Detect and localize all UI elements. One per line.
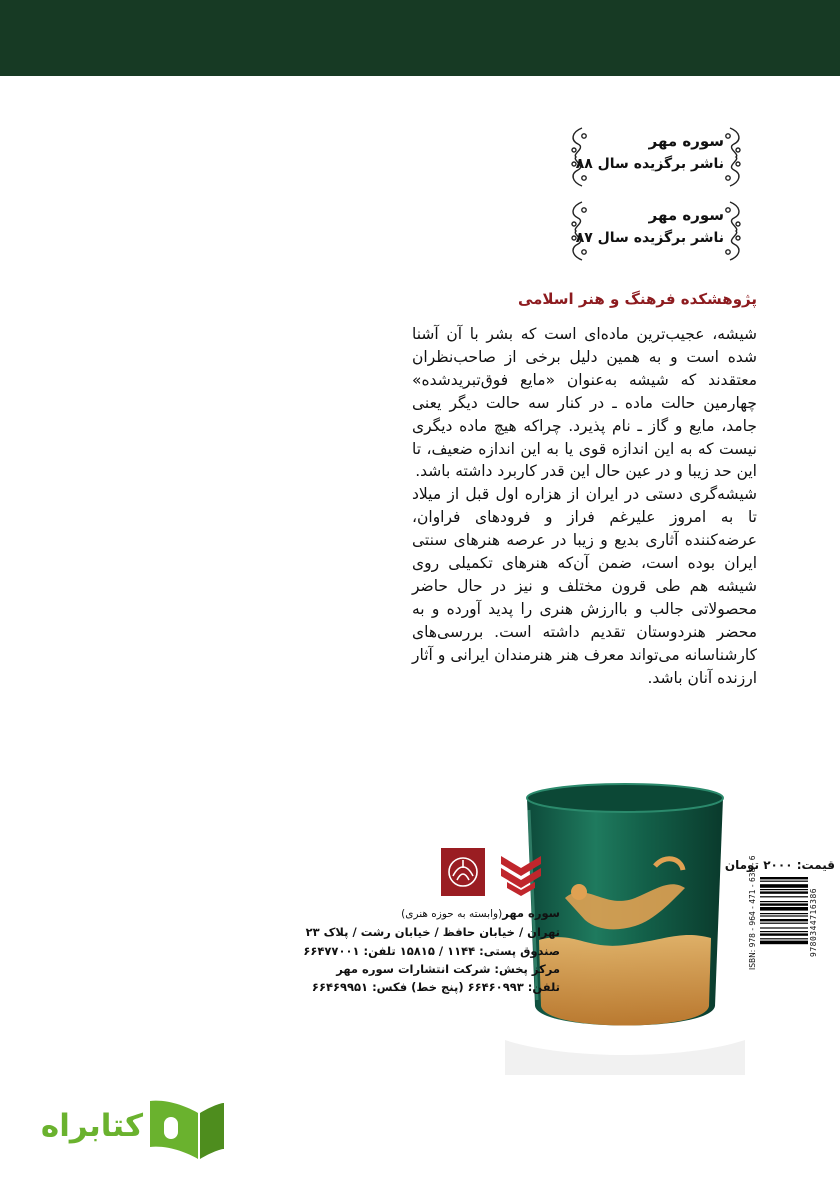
barcode-bar — [760, 933, 808, 935]
publisher-phones: تلفن: ۶۶۴۶۰۹۹۳ (پنج خط) فکس: ۶۶۴۶۹۹۵۱ — [311, 980, 560, 995]
barcode-bar — [760, 938, 808, 939]
barcode-bar — [760, 919, 808, 921]
award-caption: ناشر برگزیده سال ۸۷ — [575, 230, 724, 246]
award-publisher-name: سوره مهر — [648, 132, 724, 150]
award-caption: ناشر برگزیده سال ۸۸ — [575, 156, 724, 172]
barcode-bar — [760, 901, 808, 902]
ketabrah-wordmark: کتابراه — [40, 1108, 144, 1144]
institute-title: پژوهشکده فرهنگ و هنر اسلامی — [517, 290, 757, 308]
publisher-info — [303, 904, 560, 996]
barcode-bar — [760, 889, 808, 890]
barcode-bar — [760, 923, 808, 924]
top-color-band — [0, 0, 840, 76]
barcode-bar — [760, 913, 808, 914]
barcode-bar — [760, 931, 808, 932]
barcode-bar — [760, 896, 808, 897]
ornament-right-icon — [722, 126, 746, 188]
publisher-name-line — [322, 904, 560, 923]
barcode-bar — [760, 941, 808, 945]
publisher-affiliation: (وابسته به حوزه هنری) — [401, 908, 503, 920]
barcode-bar — [760, 915, 808, 916]
publisher-emblem-icon — [441, 848, 485, 896]
description-paragraph: شیشه‌گری دستی در ایران از هزاره اول قبل از میلاد تا به امروز علیرغم فراز و فرودهای فراوان، عرضه‌کننده آثاری بدیع و زیبا در عرصه هنرهای سنتی ایران بوده است، ضمن آن‌که هنرهای تکمیلی روی شیشه هم طی قرون مختلف و نیز در حال حاضر محصولاتی جالب و باارزش هنری را پدید آورده و به محضر هنردوستان تقدیم داشته است. بررسی‌های کارشناسانه می‌تواند معرف هنر هنرمندان ایرانی و آثار ارزنده آنان باشد. — [412, 485, 757, 687]
barcode-bar — [760, 877, 808, 879]
barcode-bar — [760, 884, 808, 888]
barcode-bar — [760, 927, 808, 928]
award-badge-88 — [566, 124, 746, 190]
barcode-bar — [760, 881, 808, 882]
ornament-right-icon — [722, 200, 746, 262]
publisher-postal: صندوق پستی: ۱۱۴۴ / ۱۵۸۱۵ تلفن: ۶۶۴۷۷۰۰۱ — [303, 943, 560, 958]
publisher-distribution: مرکز پخش: شرکت انتشارات سوره مهر — [336, 961, 560, 976]
barcode-bar — [760, 907, 808, 911]
barcode-bar — [760, 891, 808, 893]
price-label: قیمت: ۲۰۰۰ تومان — [724, 858, 835, 872]
award-publisher-name: سوره مهر — [648, 206, 724, 224]
isbn-label: ISBN: 978 - 964 - 471 - 638 - 6 — [748, 855, 757, 970]
barcode-bar — [760, 903, 808, 905]
sooreh-mehr-logo-icon — [497, 848, 545, 896]
description-text — [412, 323, 757, 690]
publisher-name: سوره مهر — [502, 906, 560, 920]
description-paragraph: شیشه، عجیب‌ترین ماده‌ای است که بشر با آن آشنا شده است و به همین دلیل برخی از صاحب‌نظران معتقدند که شیشه به‌عنوان «مایع فوق‌تبریدشده» چهارمین حالت ماده ـ در کنار سه حالت دیگر یعنی جامد، مایع و گاز ـ نام پذیرد. چراکه هیچ ماده دیگری نیست که به این اندازه قوی یا به این اندازه ضعیف، تا این حد زیبا و در عین حال این قدر کاربرد داشته باشد. — [412, 325, 757, 481]
ketabrah-book-icon — [150, 1101, 224, 1159]
award-badge-87 — [566, 198, 746, 264]
publisher-address: تهران / خیابان حافظ / خیابان رشت / پلاک ۲۳ — [305, 925, 560, 940]
barcode-number: 9780344716386 — [809, 887, 818, 957]
